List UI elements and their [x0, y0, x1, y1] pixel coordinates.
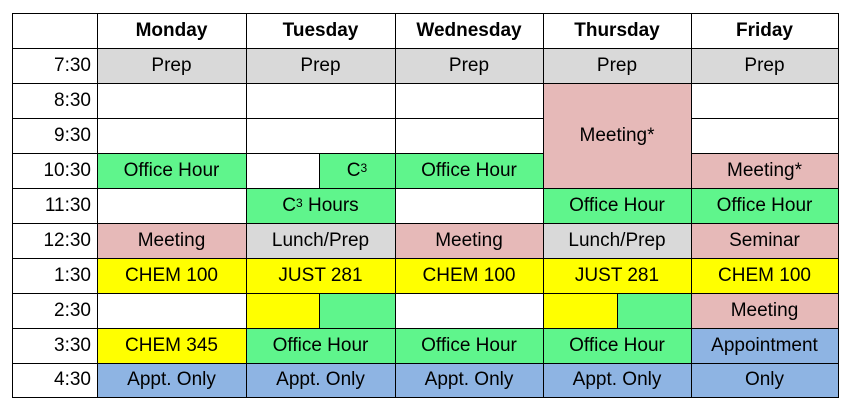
schedule-block	[543, 83, 691, 188]
schedule-block	[395, 48, 543, 83]
block-label: Prep	[300, 54, 341, 76]
time-label: 10:30	[43, 159, 91, 181]
time-label: 11:30	[44, 194, 91, 216]
block-label: Meeting*	[579, 124, 655, 146]
grid-line	[12, 83, 839, 84]
block-label: Office Hour	[716, 194, 813, 216]
schedule-block	[543, 293, 617, 328]
schedule-block	[246, 293, 319, 328]
schedule-block	[97, 153, 246, 188]
block-label: Office Hour	[272, 334, 369, 356]
block-label: Meeting*	[727, 159, 802, 181]
grid-line	[12, 118, 543, 119]
block-label: CHEM 100	[718, 264, 811, 286]
block-label: C	[282, 194, 297, 216]
schedule-block	[543, 223, 691, 258]
schedule-block	[246, 48, 395, 83]
block-label: Appt. Only	[127, 369, 216, 390]
schedule-block	[395, 223, 543, 258]
schedule-block	[691, 258, 838, 293]
time-label: 1:30	[54, 264, 91, 286]
block-label: Appointment	[711, 334, 818, 356]
block-label: Lunch/Prep	[568, 229, 666, 251]
time-label: 8:30	[54, 89, 91, 111]
schedule-block	[246, 363, 395, 397]
grid-line	[319, 153, 320, 188]
day-header-thursday: Thursday	[574, 19, 660, 41]
block-label: Prep	[448, 54, 490, 76]
day-header-friday: Friday	[735, 19, 794, 41]
schedule-block	[395, 153, 543, 188]
grid-line	[97, 13, 98, 398]
schedule-block	[691, 188, 838, 223]
schedule-block	[691, 363, 838, 397]
schedule-block	[691, 153, 838, 188]
grid-line	[246, 13, 247, 398]
time-label: 9:30	[54, 124, 91, 146]
grid-line	[12, 293, 839, 294]
block-label: Office Hour	[569, 334, 665, 356]
day-header-tuesday: Tuesday	[282, 19, 359, 41]
schedule-block	[395, 328, 543, 363]
schedule-block: C $^3$ Hours	[246, 188, 395, 223]
block-label: Appt. Only	[424, 369, 514, 390]
schedule-block	[97, 48, 246, 83]
grid-line	[838, 13, 839, 398]
block-label: Meeting	[137, 229, 206, 251]
schedule-block	[617, 293, 691, 328]
block-label: Meeting	[435, 229, 503, 251]
block-label: Office Hour	[421, 159, 517, 181]
block-label-suffix: Hours	[302, 194, 359, 216]
block-label: Office Hour	[421, 334, 517, 356]
grid-line	[12, 13, 13, 398]
schedule-block	[246, 328, 395, 363]
grid-line	[691, 118, 839, 119]
grid-line	[12, 48, 839, 49]
block-label: Meeting	[730, 299, 799, 321]
day-header-monday: Monday	[135, 19, 208, 41]
block-label: Prep	[596, 54, 638, 76]
grid-line	[543, 13, 544, 398]
block-label: CHEM 100	[422, 264, 516, 286]
grid-line	[395, 13, 396, 398]
schedule-block	[691, 328, 838, 363]
block-label: CHEM 100	[125, 264, 218, 286]
schedule-block	[319, 293, 395, 328]
schedule-block	[97, 363, 246, 397]
grid-line	[691, 153, 839, 154]
grid-line	[319, 293, 320, 328]
block-label: Lunch/Prep	[271, 229, 370, 251]
block-label: Office Hour	[123, 159, 220, 181]
grid-line	[12, 363, 839, 364]
time-label: 4:30	[54, 369, 91, 390]
schedule-block	[691, 223, 838, 258]
grid-line	[691, 13, 692, 398]
grid-line	[12, 153, 543, 154]
grid-line	[12, 328, 839, 329]
block-label: Only	[744, 369, 785, 390]
time-label: 7:30	[54, 54, 91, 76]
grid-line	[12, 223, 839, 224]
time-label: 12:30	[43, 229, 91, 251]
schedule-block	[97, 258, 246, 293]
schedule-block	[97, 328, 246, 363]
grid-line	[12, 397, 839, 398]
block-label: Prep	[744, 54, 785, 76]
schedule-block	[543, 188, 691, 223]
schedule-block	[543, 258, 691, 293]
block-label: CHEM 345	[125, 334, 218, 356]
grid-line	[12, 188, 839, 189]
grid-line	[12, 13, 839, 14]
schedule-block	[543, 363, 691, 397]
block-label: Prep	[151, 54, 192, 76]
schedule-block	[246, 258, 395, 293]
schedule-block	[691, 293, 838, 328]
schedule-block: C $^3$	[319, 153, 395, 188]
schedule-block	[246, 223, 395, 258]
time-label: 2:30	[54, 299, 91, 321]
time-label: 3:30	[54, 334, 91, 356]
schedule-block	[395, 363, 543, 397]
block-label: JUST 281	[278, 264, 363, 286]
grid-line	[617, 293, 618, 328]
schedule-block	[395, 258, 543, 293]
block-label: C	[346, 159, 361, 181]
block-label: Appt. Only	[276, 369, 365, 390]
block-label: Appt. Only	[572, 369, 662, 390]
schedule-block	[97, 223, 246, 258]
block-label: JUST 281	[574, 264, 660, 286]
block-label: Seminar	[729, 229, 800, 251]
schedule-block	[543, 48, 691, 83]
grid-line	[12, 258, 839, 259]
schedule-block	[691, 48, 838, 83]
schedule-block	[543, 328, 691, 363]
day-header-wednesday: Wednesday	[416, 19, 522, 41]
block-label: Office Hour	[569, 194, 665, 216]
